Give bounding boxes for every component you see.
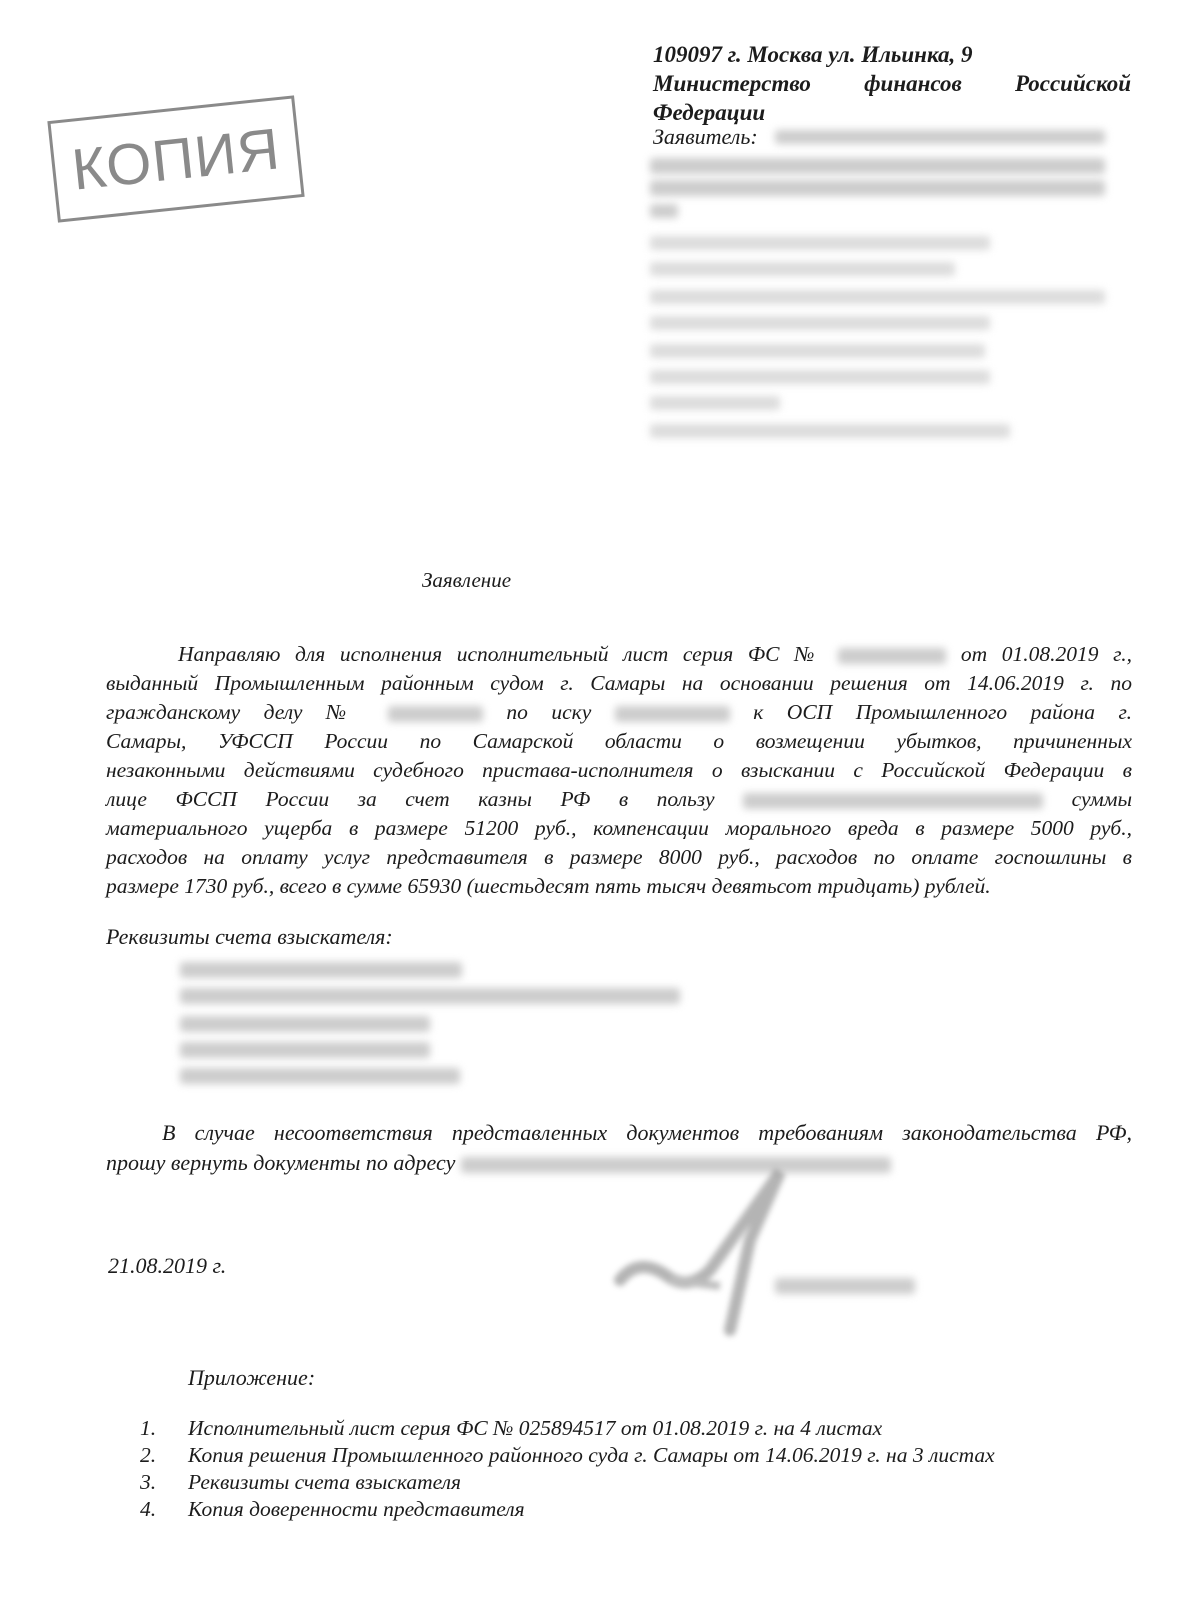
redacted-requisites-line <box>180 1068 460 1084</box>
redacted-requisites-line <box>180 962 462 978</box>
list-item: 3. Реквизиты счета взыскателя <box>140 1470 462 1494</box>
redacted-applicant-line <box>650 204 678 218</box>
requisites-label: Реквизиты счета взыскателя: <box>106 924 393 949</box>
list-item: 2. Копия решения Промышленного районного суда г. Самары от 14.06.2019 г. на 3 листах <box>140 1443 995 1467</box>
stamp-text: КОПИЯ <box>68 115 284 203</box>
body-line-8: расходов на оплату услуг представителя в размере 8000 руб., расходов по оплате госпошлины в <box>106 845 1132 869</box>
body-line-7: материального ущерба в размере 51200 руб., компенсации морального вреда в размере 5000 руб., <box>106 816 1132 840</box>
redacted-applicant-line <box>650 158 1105 174</box>
attachments-label: Приложение: <box>188 1365 316 1390</box>
redacted-signatory-name <box>775 1278 915 1294</box>
body-line-5: незаконными действиями судебного пристава-исполнителя о взыскании с Российской Федерации в <box>106 758 1132 782</box>
redacted-representative-line <box>650 316 990 330</box>
body-line-6: лице ФССП России за счет казны РФ в пользу суммы <box>106 787 1133 811</box>
body-line-1: Направляю для исполнения исполнительный лист серия ФС № от 01.08.2019 г., <box>178 642 1132 666</box>
redacted-representative-line <box>650 344 985 358</box>
addressee-address: 109097 г. Москва ул. Ильинка, 9 <box>653 42 973 67</box>
org-word-2: финансов <box>864 71 962 96</box>
addressee-org-line1 <box>653 69 1131 98</box>
redacted-case-number <box>388 706 483 722</box>
document-title: Заявление <box>422 568 512 592</box>
redacted-plaintiff-name <box>615 706 730 722</box>
body-line-4: Самары, УФССП России по Самарской области о возмещении убытков, причиненных <box>106 729 1132 753</box>
statement-body <box>106 640 1132 901</box>
redacted-representative-line <box>650 396 780 410</box>
list-item: 4. Копия доверенности представителя <box>140 1497 525 1521</box>
body-line-9: размере 1730 руб., всего в сумме 65930 (шестьдесят пять тысяч девятьсот тридцать) рублей. <box>106 874 991 898</box>
redacted-representative-line <box>650 262 955 276</box>
list-item: 1. Исполнительный лист серия ФС № 025894517 от 01.08.2019 г. на 4 листах <box>140 1416 883 1440</box>
redacted-representative-line <box>650 370 990 384</box>
return-note-line-1: В случае несоответствия представленных документов требованиям законодательства РФ, <box>162 1120 1132 1145</box>
redacted-representative-line <box>650 236 990 250</box>
redacted-signature <box>600 1160 940 1340</box>
return-note-line-2: прошу вернуть документы по адресу <box>106 1150 891 1175</box>
attachments-list <box>140 1415 995 1523</box>
org-word-1: Министерство <box>653 71 811 96</box>
addressee-block <box>653 40 1131 127</box>
body-line-2: выданный Промышленным районным судом г. Самары на основании решения от 14.06.2019 г. по <box>106 671 1132 695</box>
redacted-writ-number <box>838 648 946 664</box>
applicant-label: Заявитель: <box>653 124 758 149</box>
redacted-applicant-line <box>650 180 1105 196</box>
document-date: 21.08.2019 г. <box>108 1253 227 1278</box>
body-line-3: гражданскому делу № по иску к ОСП Промышленного района г. <box>106 700 1132 724</box>
redacted-representative-line <box>650 424 1010 438</box>
redacted-applicant-name <box>775 130 1105 144</box>
copy-stamp <box>47 95 304 222</box>
redacted-requisites-line <box>180 988 680 1004</box>
redacted-requisites-line <box>180 1016 430 1032</box>
addressee-org-line2: Федерации <box>653 100 766 125</box>
redacted-claimant-name <box>743 793 1043 809</box>
org-word-3: Российской <box>1015 71 1132 96</box>
signature-scribble <box>600 1160 940 1340</box>
redacted-representative-line <box>650 290 1105 304</box>
redacted-requisites-line <box>180 1042 430 1058</box>
